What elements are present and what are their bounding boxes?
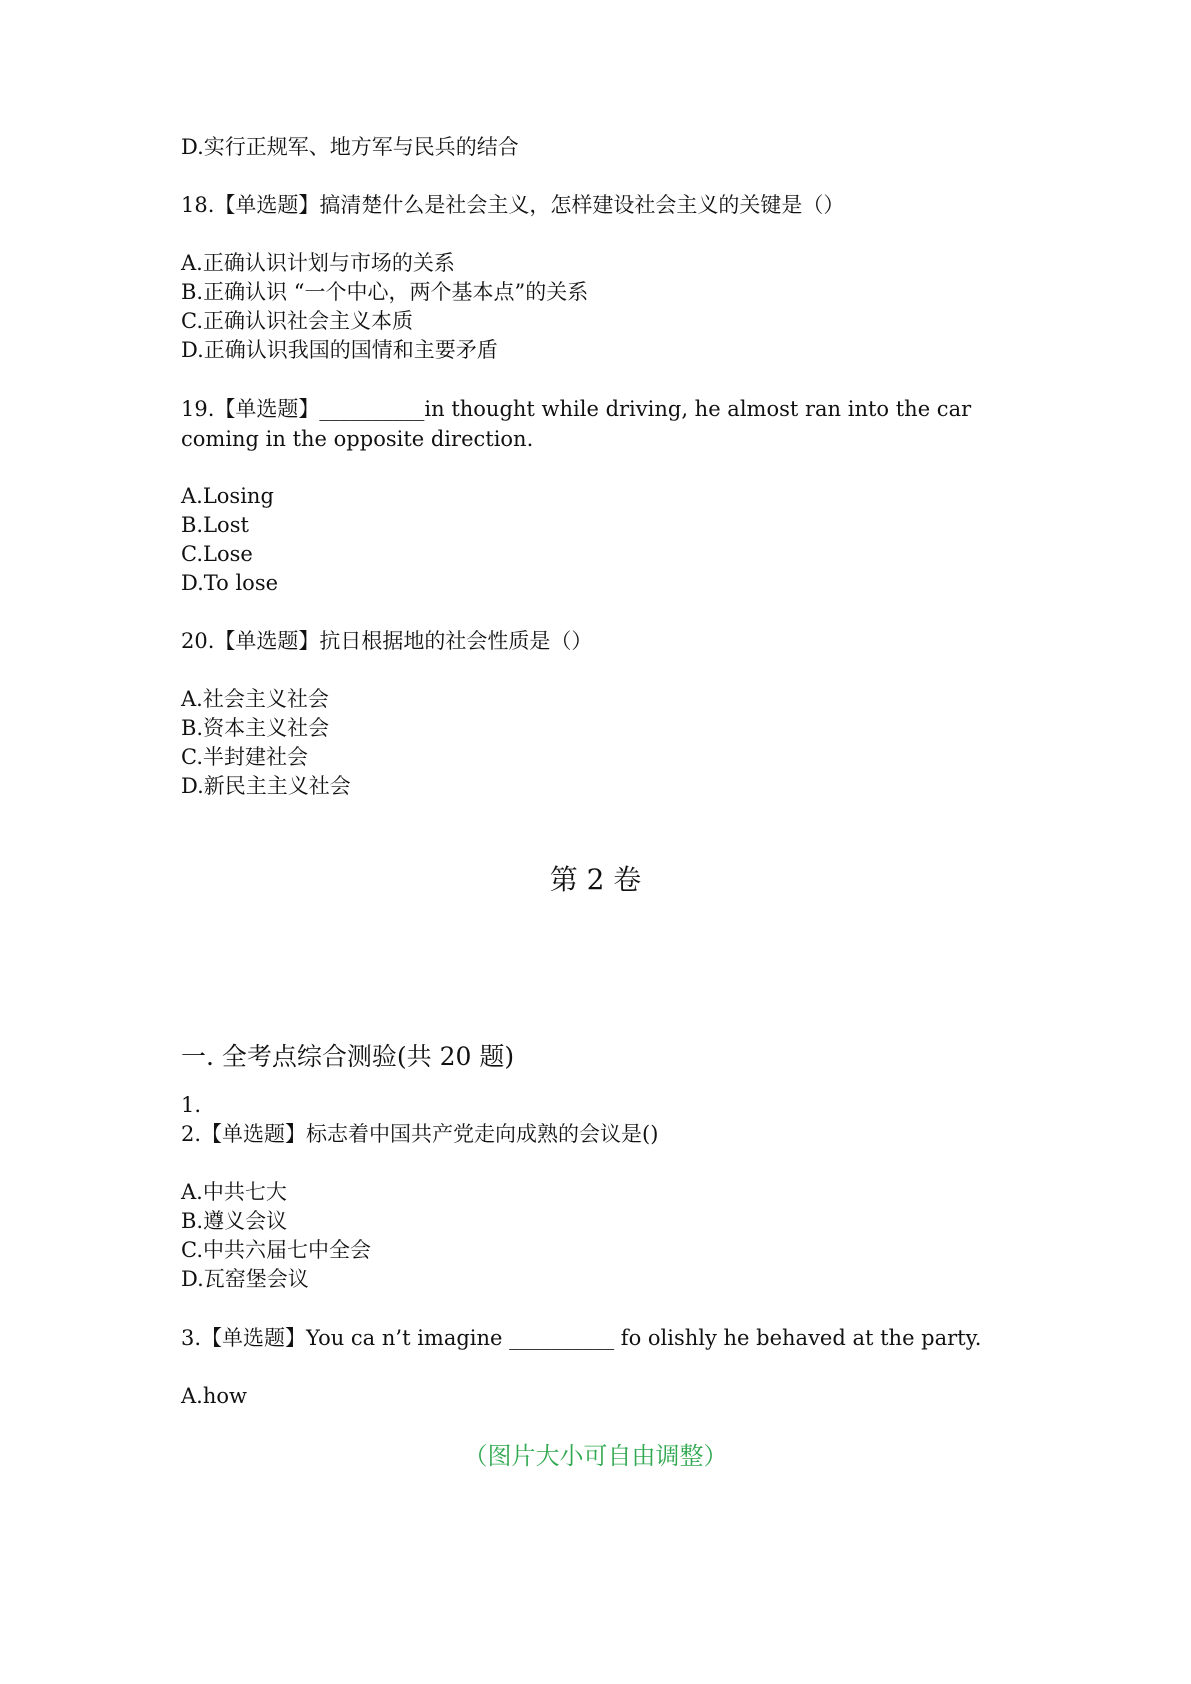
- q19-option-a: A.Losing: [181, 484, 274, 508]
- q17-option-d: D.实行正规军、地方军与民兵的结合: [181, 135, 519, 159]
- footer-note: （图片大小可自由调整）: [463, 1442, 728, 1470]
- section-title: 一. 全考点综合测验(共 20 题): [181, 1042, 515, 1071]
- volume-heading: 第 2 卷: [549, 863, 642, 896]
- s-q3-prefix: 3.【单选题】You ca n’t imagine: [181, 1326, 510, 1350]
- q18-option-b: B.正确认识 “一个中心，两个基本点”的关系: [181, 280, 589, 304]
- q19-stem: [181, 394, 1021, 454]
- q19-prefix: 19.【单选题】: [181, 397, 320, 421]
- q18-option-d: D.正确认识我国的国情和主要矛盾: [181, 338, 498, 362]
- q20-option-b: B.资本主义社会: [181, 716, 330, 740]
- s-q2-option-d: D.瓦窑堡会议: [181, 1267, 309, 1291]
- s-q2-option-a: A.中共七大: [181, 1180, 287, 1204]
- s-q3-option-a: A.how: [181, 1384, 247, 1408]
- q19-stem-rest: in thought while driving, he almost ran into the car coming in the opposite direction.: [181, 397, 972, 451]
- q18-option-a: A.正确认识计划与市场的关系: [181, 251, 455, 275]
- s-q3-stem: [181, 1323, 981, 1353]
- q18-option-c: C.正确认识社会主义本质: [181, 309, 413, 333]
- q19-option-b: B.Lost: [181, 513, 249, 537]
- q19-option-d: D.To lose: [181, 571, 279, 595]
- s-q2-option-b: B.遵义会议: [181, 1209, 288, 1233]
- q20-option-d: D.新民主主义社会: [181, 774, 351, 798]
- q18-stem: 18.【单选题】搞清楚什么是社会主义，怎样建设社会主义的关键是（）: [181, 193, 845, 217]
- s-q3-blank: __________: [509, 1326, 615, 1350]
- s-q2-stem: 2.【单选题】标志着中国共产党走向成熟的会议是(): [181, 1122, 659, 1146]
- q20-stem: 20.【单选题】抗日根据地的社会性质是（）: [181, 629, 593, 653]
- q20-option-c: C.半封建社会: [181, 745, 308, 769]
- q20-option-a: A.社会主义社会: [181, 687, 329, 711]
- q19-blank: __________: [319, 397, 425, 421]
- s-q3-suffix: fo olishly he behaved at the party.: [614, 1326, 982, 1350]
- s-q2-option-c: C.中共六届七中全会: [181, 1238, 371, 1262]
- q19-option-c: C.Lose: [181, 542, 253, 566]
- s-q1-stem: 1.: [181, 1093, 202, 1117]
